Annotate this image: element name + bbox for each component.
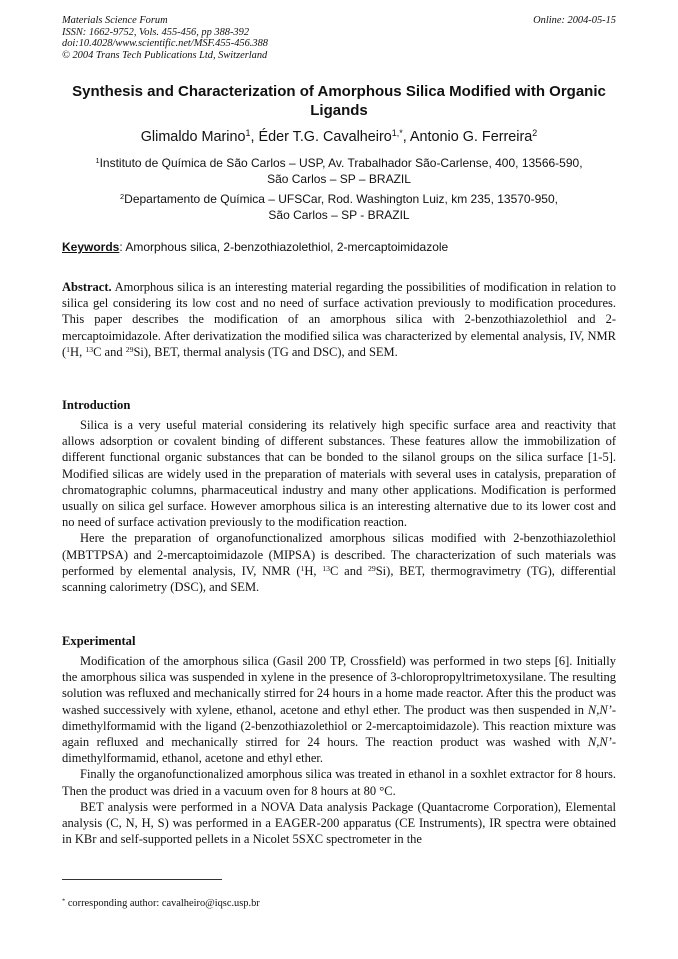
abstract-label: Abstract. xyxy=(62,280,112,294)
footnote xyxy=(62,898,260,910)
author-affiliation-mark: 2 xyxy=(532,128,538,139)
footnote-mark: * xyxy=(62,897,66,905)
journal-name: Materials Science Forum xyxy=(62,15,168,26)
affiliation-1: $^1$Instituto de Química de São Carlos – USP, Av. Trabalhador São-Carlense, 400, 13566-590, São Carlos – SP – BRAZIL xyxy=(95,155,583,186)
author-affiliation-mark: 1,* xyxy=(391,128,403,139)
section-heading-introduction: Introduction xyxy=(62,398,131,412)
paper-title: Synthesis and Characterization of Amorphous Silica Modified with Organic Ligands xyxy=(72,83,606,119)
paragraph: Silica is a very useful material considering its relatively high specific surface area and reactivity that allows adsorption or covalent binding of different substances. These features allow the immobilization of different functional organic substances that can be bonded to the silanol groups on the silica surface [1-5]. Modified silicas are widely used in the preparation of materials with several uses in catalysis, preparation of chromatographic columns, pharmaceutical industry and many other applications. Modification is performed usually on silica gel surface. However amorphous silica is an interesting alternative due to its lower cost and no need of surface activation previously to the modification reaction. xyxy=(62,418,616,530)
abstract: Abstract. Amorphous silica is an interesting material regarding the possibilities of modification in relation to silica gel considering its low cost and no need of surface activation previously to modification procedures. This paper describes the modification of an amorphous silica with 2-benzothiazolethiol and 2-mercaptoimidazole. After derivatization the modified silica was characterized by elemental analysis, IV, NMR ($^1$H, $^{13}$C and $^{29}$Si), BET, thermal analysis (TG and DSC), and SEM. xyxy=(62,280,616,359)
affiliation-2: $^2$Departamento de Química – UFSCar, Rod. Washington Luiz, km 235, 13570-950, São Carlos – SP - BRAZIL xyxy=(120,191,558,222)
paragraph: BET analysis were performed in a NOVA Data analysis Package (Quantacrome Corporation), Elemental analysis (C, N, H, S) was performed in a EAGER-200 apparatus (CE Instruments), IR spectra were obtained in KBr and self-supported pellets in a Nicolet 5SXC spectrometer in the xyxy=(62,799,616,847)
author-affiliation-mark: 1 xyxy=(245,128,251,139)
keywords-label: Keywords xyxy=(62,240,120,254)
doi-line: doi:10.4028/www.scientific.net/MSF.455-456.388 xyxy=(62,38,268,50)
keywords: Keywords: Amorphous silica, 2-benzothiazolethiol, 2-mercaptoimidazole xyxy=(62,240,449,254)
author-list: Glimaldo Marino$^1$, Éder T.G. Cavalheiro$^{1,*}$, Antonio G. Ferreira$^2$ xyxy=(140,128,538,145)
keywords-text: Amorphous silica, 2-benzothiazolethiol, 2-mercaptoimidazole xyxy=(122,240,449,254)
paragraph: Modification of the amorphous silica (Gasil 200 TP, Crossfield) was performed in two steps [6]. Initially the amorphous silica was suspended in xylene in the presence of 3-chloropropyltrimetoxysilane. The resulting solution was refluxed and mechanically stirred for 24 hours in a home made reactor. After this the product was washed successively with xylene, ethanol, acetone and ethyl ether. The product was then suspended in N,N’-dimethylformamid with the ligand (2-benzothiazolethiol or 2-mercaptoimidazole). This reaction mixture was again refluxed and mechanically stirred for 24 hours. The reaction product was washed with N,N’-dimethylformamid, ethanol, acetone and ethyl ether. xyxy=(62,654,616,766)
footnote-rule xyxy=(62,879,222,880)
introduction-section xyxy=(62,417,616,595)
experimental-section xyxy=(62,653,616,847)
journal-header xyxy=(62,15,616,61)
footnote-text: corresponding author: cavalheiro@iqsc.usp.br xyxy=(65,898,260,909)
issn-line: ISSN: 1662-9752, Vols. 455-456, pp 388-392 xyxy=(62,26,250,38)
author-name: Glimaldo Marino xyxy=(140,129,246,145)
author-name: Antonio G. Ferreira xyxy=(409,129,533,145)
online-date: Online: 2004-05-15 xyxy=(533,15,616,26)
section-heading-experimental: Experimental xyxy=(62,634,136,648)
paragraph: Finally the organofunctionalized amorphous silica was treated in ethanol in a soxhlet extractor for 8 hours. Then the product was dried in a vacuum oven for 8 hours at 80 °C. xyxy=(62,767,616,798)
paragraph: Here the preparation of organofunctionalized amorphous silicas modified with 2-benzothiazolethiol (MBTTPSA) and 2-mercaptoimidazole (MIPSA) is described. The characterization of such materials was performed by elemental analysis, IV, NMR ($^1$H, $^{13}$C and $^{29}$Si), BET, thermogravimetry (TG), differential scanning calorimetry (DSC), and SEM. xyxy=(62,531,616,595)
copyright-line: © 2004 Trans Tech Publications Ltd, Switzerland xyxy=(62,49,268,61)
author-name: Éder T.G. Cavalheiro xyxy=(258,129,392,145)
